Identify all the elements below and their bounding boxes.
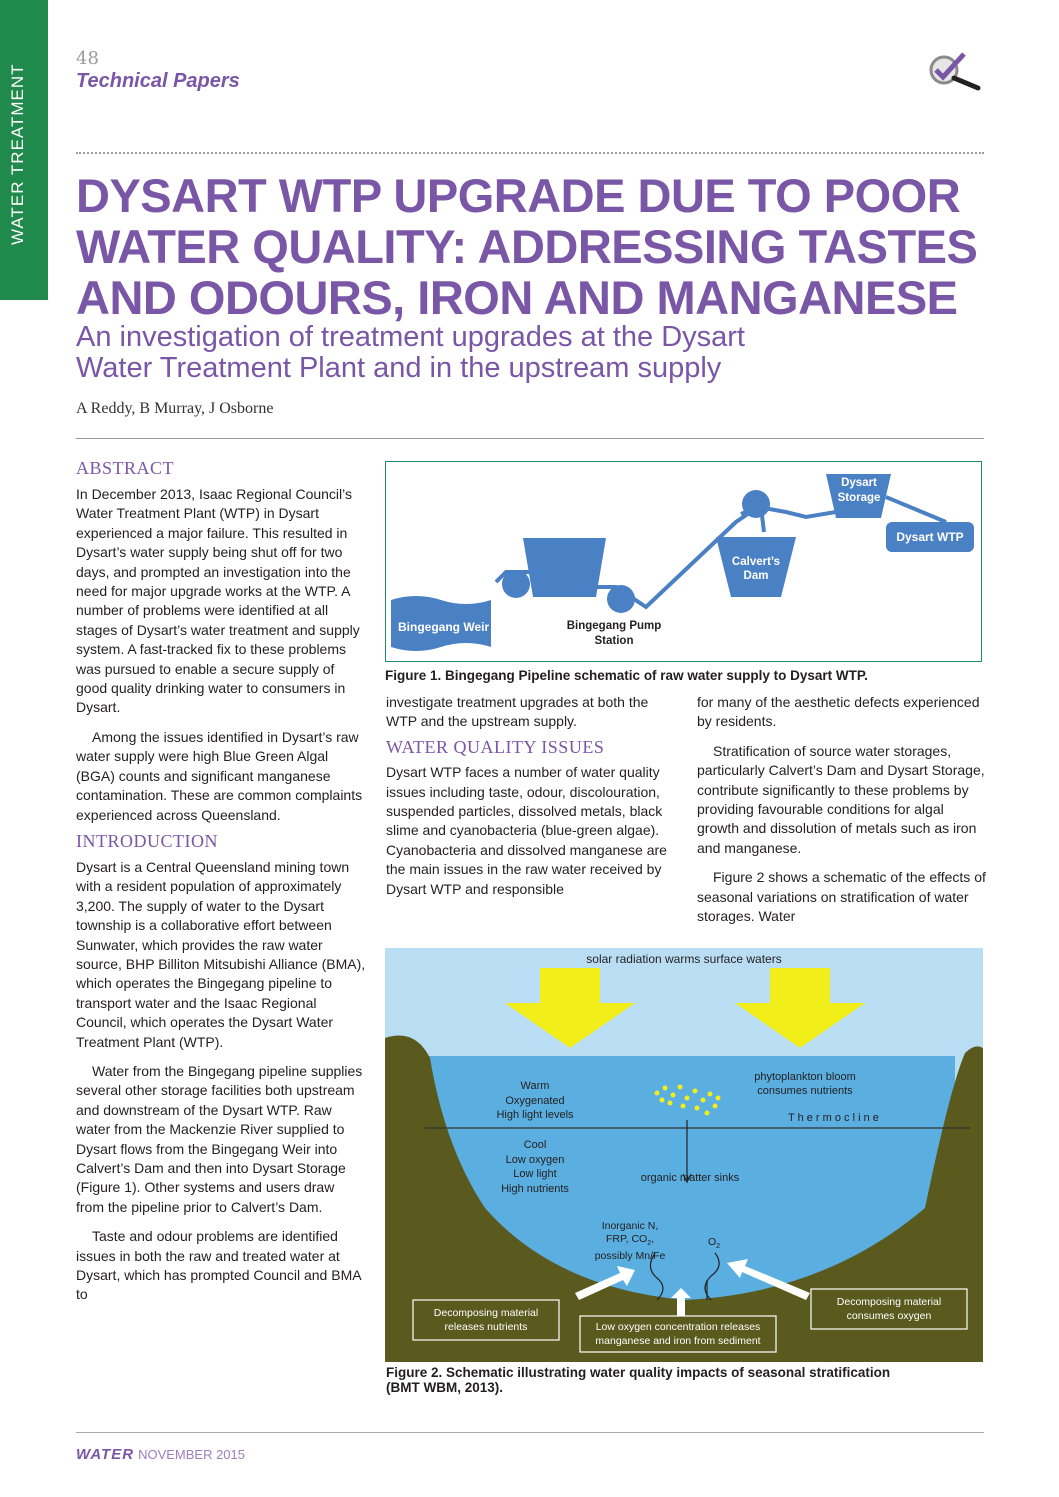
authors: A Reddy, B Murray, J Osborne bbox=[76, 400, 274, 417]
pump-station-tank bbox=[523, 538, 606, 597]
box-right-label: Decomposing material consumes oxygen bbox=[836, 1296, 942, 1322]
body-paragraph: Dysart WTP faces a number of water quality issues including taste, odour, discolouration, suspended particles, dissolved metals, black slime and cyanobacteria (blue-green algae). Cyanobacteria and dissolved manganese are the main issues in the raw water received by Dysart WTP and responsible bbox=[386, 764, 667, 897]
figure-1 bbox=[385, 461, 982, 662]
body-paragraph: Stratification of source water storages, particularly Calvert’s Dam and Dysart Storage, contribute significantly to these problems by providing favourable conditions for algal growth and dissolution of metals such as iron and manganese. bbox=[697, 742, 985, 856]
authors-divider bbox=[76, 438, 984, 439]
footer-divider bbox=[76, 1432, 984, 1433]
footer-date: NOVEMBER 2015 bbox=[138, 1447, 245, 1462]
figure-2 bbox=[385, 948, 983, 1362]
introduction-heading: INTRODUCTION bbox=[76, 830, 218, 851]
pump-circle bbox=[502, 570, 530, 598]
sinks-label: organic matter sinks bbox=[640, 1172, 740, 1184]
water-quality-heading: WATER QUALITY ISSUES bbox=[386, 736, 605, 757]
introduction-paragraph: Water from the Bingegang pipeline supplies several other storage facilities both upstream and downstream of the Dysart WTP. Raw water from the Mackenzie River supplied to Dysart flows from the Bingegang Weir into Calvert’s Dam and then into Dysart Storage (Figure 1). Other systems and users draw from the pipeline prior to Calvert’s Dam. bbox=[76, 1062, 363, 1215]
body-paragraph: Figure 2 shows a schematic of the effects of seasonal variations on stratification of water storages. Water bbox=[697, 869, 986, 925]
column-right bbox=[697, 693, 987, 926]
body-paragraph: for many of the aesthetic defects experienced by residents. bbox=[697, 694, 980, 730]
abstract-heading: ABSTRACT bbox=[76, 458, 175, 478]
thermocline-label: T h e r m o c l i n e bbox=[788, 1112, 879, 1124]
bloom-label: phytoplankton bloom consumes nutrients bbox=[754, 1071, 856, 1097]
title-line: DYSART WTP UPGRADE DUE TO POOR bbox=[76, 169, 961, 222]
subtitle-line: An investigation of treatment upgrades at the Dysart bbox=[76, 321, 745, 353]
label-weir: Bingegang Weir bbox=[398, 620, 490, 634]
header-divider bbox=[76, 152, 984, 154]
cool-layer-label: Cool Low oxygen Low light High nutrients bbox=[501, 1139, 569, 1195]
box-mid-label: Low oxygen concentration releases manganese and iron from sediment bbox=[595, 1321, 761, 1347]
introduction-paragraph: Taste and odour problems are identified issues in both the raw and treated water at Dysart, which has prompted Council and BMA to bbox=[76, 1228, 361, 1303]
label-pump-station: Bingegang Pump Station bbox=[566, 620, 662, 647]
introduction-paragraph: Dysart is a Central Queensland mining town with a resident population of approximately 3,200. The supply of water to the Dysart township is a collaborative effort between Sunwater, which provides the raw water source, BHP Billiton Mitsubishi Alliance (BMA), which operates the Bingegang pipeline to transport water and the Isaac Regional Council, which operates the Dysart Water Treatment Plant (WTP). bbox=[76, 858, 366, 1050]
title-line: AND ODOURS, IRON AND MANGANESE bbox=[76, 271, 958, 324]
figure-2-caption: Figure 2. Schematic illustrating water quality impacts of seasonal stratification (BMT WBM, 2013). bbox=[386, 1365, 891, 1395]
section-side-tab bbox=[0, 0, 48, 300]
label-dysart-wtp: Dysart WTP bbox=[896, 530, 964, 544]
body-paragraph: investigate treatment upgrades at both the WTP and the upstream supply. bbox=[386, 694, 649, 730]
label-dysart-storage: Dysart Storage bbox=[837, 477, 881, 504]
footer bbox=[76, 1446, 245, 1463]
pump-circle bbox=[742, 490, 770, 518]
box-left-label: Decomposing material releases nutrients bbox=[433, 1307, 539, 1333]
footer-brand: WATER bbox=[76, 1446, 135, 1463]
label-calverts-dam: Calvert’s Dam bbox=[731, 556, 781, 582]
page-number: 48 bbox=[76, 48, 99, 69]
column-middle bbox=[386, 693, 682, 899]
figure-1-caption: Figure 1. Bingegang Pipeline schematic of raw water supply to Dysart WTP. bbox=[385, 668, 868, 683]
solar-label: solar radiation warms surface waters bbox=[586, 952, 782, 966]
abstract-paragraph: Among the issues identified in Dysart’s raw water supply were high Blue Green Algal (BGA) counts and significant manganese contamination. These are common complaints experienced across Queensland. bbox=[76, 728, 363, 823]
side-tab-label: WATER TREATMENT bbox=[8, 63, 27, 245]
title-line: WATER QUALITY: ADDRESSING TASTES bbox=[76, 220, 978, 273]
abstract-paragraph: In December 2013, Isaac Regional Council’s Water Treatment Plant (WTP) in Dysart experienced a major failure. This resulted in Dysart’s water supply being shut off for two days, and prompted an investigation into the need for major upgrade works at the WTP. A number of problems were identified at all stages of Dysart’s water treatment and supply system. A fast-tracked fix to these problems was pursued to enable a secure supply of good quality drinking water to consumers in Dysart. bbox=[76, 486, 360, 716]
magnifier-check-icon bbox=[924, 50, 984, 92]
article-title bbox=[76, 170, 1006, 323]
inorganic-label: Inorganic N, FRP, $CO_2$, possibly Mn/Fe bbox=[594, 1220, 666, 1263]
article-subtitle bbox=[76, 322, 896, 384]
o2-label: $O_2$ bbox=[708, 1236, 721, 1251]
warm-layer-label: Warm Oxygenated High light levels bbox=[496, 1080, 574, 1121]
pump-circle bbox=[607, 585, 635, 613]
column-left bbox=[76, 458, 366, 1305]
section-label: Technical Papers bbox=[76, 70, 240, 92]
subtitle-line: Water Treatment Plant and in the upstream supply bbox=[76, 352, 722, 384]
